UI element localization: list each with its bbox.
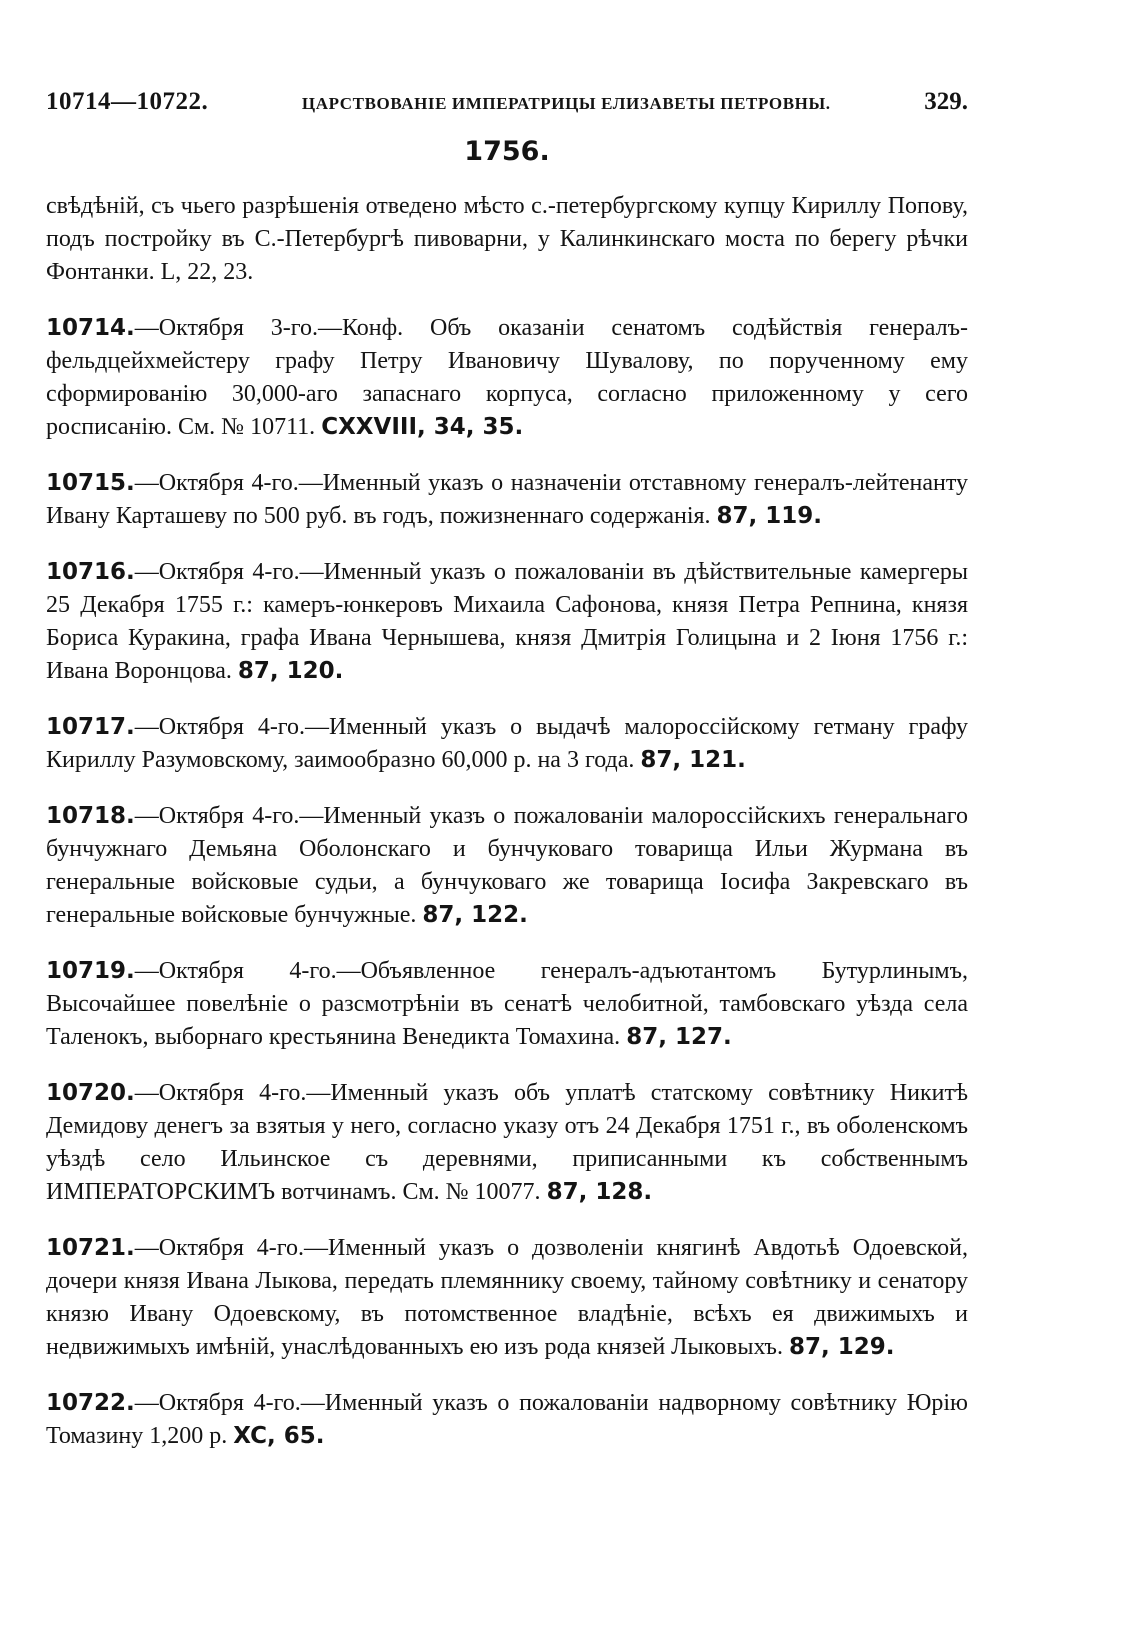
entry-10717 [46,711,968,777]
entry-source: XC, 65. [233,1423,325,1449]
entry-number: 10719. [46,958,135,984]
entry-10716 [46,556,968,688]
page-number: 329. [924,88,968,115]
entry-number: 10715. [46,470,135,496]
entry-number: 10717. [46,714,135,740]
entry-number: 10722. [46,1390,135,1416]
entry-text: —Октября 4-го.—Именный указъ о дозволеніи княгинѣ Авдотьѣ Одоевской, дочери князя Ивана Лыкова, передать племяннику своему, тайному совѣтнику и сенатору князю Ивану Одоевскому, въ потомственное владѣніе, всѣхъ ея движимыхъ и недвижимыхъ имѣній, унаслѣдованныхъ ею изъ рода князей Лыковыхъ. [46,1235,968,1360]
entry-text: —Октября 4-го.—Объявленное генералъ-адъютантомъ Бутурлинымъ, Высочайшее повелѣніе о разсмотрѣніи въ сенатѣ челобитной, тамбовскаго уѣзда села Таленокъ, выборнаго крестьянина Венедикта Томахина. [46,958,968,1050]
entry-number: 10721. [46,1235,135,1261]
entry-number: 10716. [46,559,135,585]
entry-number: 10714. [46,315,135,341]
entry-number: 10720. [46,1080,135,1106]
document-page [46,0,968,1646]
header-title: ЦАРСТВОВАНІЕ ИМПЕРАТРИЦЫ ЕЛИЗАВЕТЫ ПЕТРОВНЫ. [301,94,831,113]
entry-10722 [46,1387,968,1453]
entry-10719 [46,955,968,1054]
running-header [46,88,968,122]
entry-source: 87, 128. [546,1179,653,1205]
entry-text: —Октября 4-го.—Именный указъ объ уплатѣ статскому совѣтнику Никитѣ Демидову денегъ за взятыя у него, согласно указу отъ 24 Декабря 1751 г., въ оболенскомъ уѣздѣ село Ильинское съ деревнями, приписанными къ собственнымъ ИМПЕРАТОРСКИМЪ вотчинамъ. См. № 10077. [46,1080,968,1205]
entry-text: —Октября 4-го.—Именный указъ о пожалованіи надворному совѣтнику Юрію Томазину 1,200 р. [46,1390,968,1449]
year-heading: 1756. [464,136,550,167]
entry-10721 [46,1232,968,1364]
entry-10720 [46,1077,968,1209]
entry-source: 87, 129. [788,1334,895,1360]
continued-text: свѣдѣній, съ чьего разрѣшенія отведено мѣсто с.-петербургскому купцу Кириллу Попову, подъ постройку въ С.-Петербургѣ пивоварни, у Калинкинскаго моста по берегу рѣчки Фонтанки. L, 22, 23. [46,193,968,285]
entry-text: —Октября 3-го.—Конф. Объ оказаніи сенатомъ содѣйствія генералъ-фельдцейхмейстеру графу Петру Ивановичу Шувалову, по порученному ему сформированію 30,000-аго запаснаго корпуса, согласно приложенному у сего росписанію. См. № 10711. [46,315,968,440]
entry-10714 [46,312,968,444]
entry-number: 10718. [46,803,135,829]
header-entry-range: 10714—10722. [46,88,209,115]
entry-source: 87, 121. [640,747,746,773]
entry-source: CXXVIII, 34, 35. [321,414,524,440]
entry-source: 87, 127. [626,1024,732,1050]
entry-text: —Октября 4-го.—Именный указъ о пожалованіи малороссійскихъ генеральнаго бунчужнаго Демьяна Оболонскаго и бунчуковаго товарища Ильи Журмана въ генеральные войсковые судьи, а бунчуковаго же товарища Іосифа Закревскаго въ генеральные войсковые бунчужные. [46,803,968,928]
entry-10718 [46,800,968,932]
entry-source: 87, 122. [422,902,528,928]
document-body [46,190,968,1476]
entry-source: 87, 120. [237,658,344,684]
entry-10715 [46,467,968,533]
entry-text: —Октября 4-го.—Именный указъ о назначеніи отставному генералъ-лейтенанту Ивану Карташеву по 500 руб. въ годъ, пожизненнаго содержанія. [46,470,968,529]
entry-source: 87, 119. [716,503,823,529]
entry-text: —Октября 4-го.—Именный указъ о пожалованіи въ дѣйствительные камергеры 25 Декабря 1755 г.: камеръ-юнкеровъ Михаила Сафонова, князя Петра Репнина, князя Бориса Куракина, графа Ивана Чернышева, князя Дмитрія Голицына и 2 Іюня 1756 г.: Ивана Воронцова. [46,559,968,684]
entry-text: —Октября 4-го.—Именный указъ о выдачѣ малороссійскому гетману графу Кириллу Разумовскому, заимообразно 60,000 р. на 3 года. [46,714,968,773]
continued-paragraph [46,190,968,289]
